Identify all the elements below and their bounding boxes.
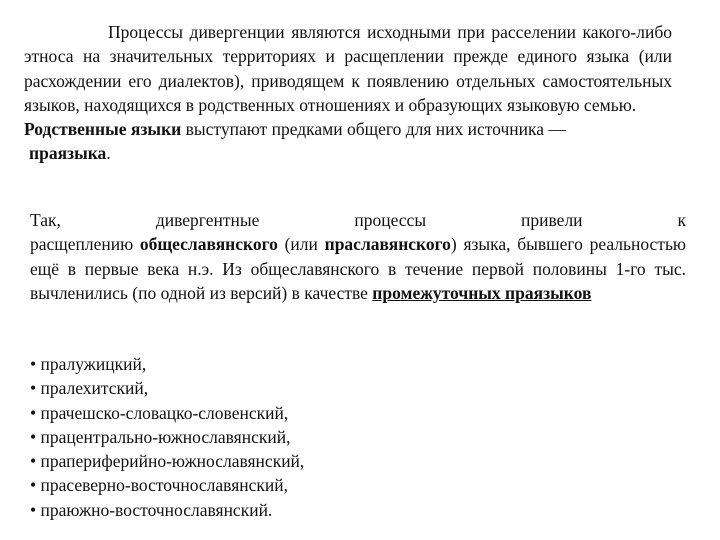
slavic-example-paragraph <box>30 208 686 305</box>
list-item: • праюжно-восточнославянский. <box>30 499 273 520</box>
example-part1: расщеплению <box>30 234 140 255</box>
common-slavic-term: общеславянского <box>139 234 278 255</box>
related-languages-text: выступают предками общего для них источника — <box>181 119 566 140</box>
list-item: • пралехитский, <box>30 378 149 399</box>
list-item: • прачешско-словацко-словенский, <box>30 402 289 423</box>
intro-text-block <box>24 20 672 166</box>
example-part3: ) языка, бывшего реальностью ещё в первые века н.э. Из общеславянского в течение первой половины 1-го тыс. вычленились (по одной из версий) в качестве <box>30 234 686 303</box>
related-languages-paragraph <box>24 117 672 166</box>
slavic-example-block <box>30 208 686 305</box>
example-first-line: Так, дивергентные процессы привели к <box>30 210 686 230</box>
divergence-paragraph: Процессы дивергенции являются исходными при расселении какого-либо этноса на значительных территориях и расщеплении прежде единого языка (или расхождении его диалектов), приводящем к появлению отдельных самостоятельных языков, находящихся в родственных отношениях и образующих языковую семью. <box>24 22 672 115</box>
proto-language-term: праязыка <box>29 143 107 164</box>
list-item: • пралужицкий, <box>30 354 147 374</box>
proto-slavic-term: праславянского <box>324 234 451 255</box>
proto-language-line <box>24 141 672 165</box>
list-item: • прасеверно-восточнославянский, <box>30 475 289 496</box>
list-item: • прапериферийно-южнославянский, <box>30 451 305 472</box>
example-part2: (или <box>277 234 325 255</box>
proto-languages-list <box>30 352 304 522</box>
list-item: • працентрально-южнославянский, <box>30 426 291 447</box>
related-languages-term: Родственные языки <box>24 119 182 140</box>
proto-language-end: . <box>106 143 111 164</box>
intermediate-proto-languages-term: промежуточных праязыков <box>372 282 592 303</box>
